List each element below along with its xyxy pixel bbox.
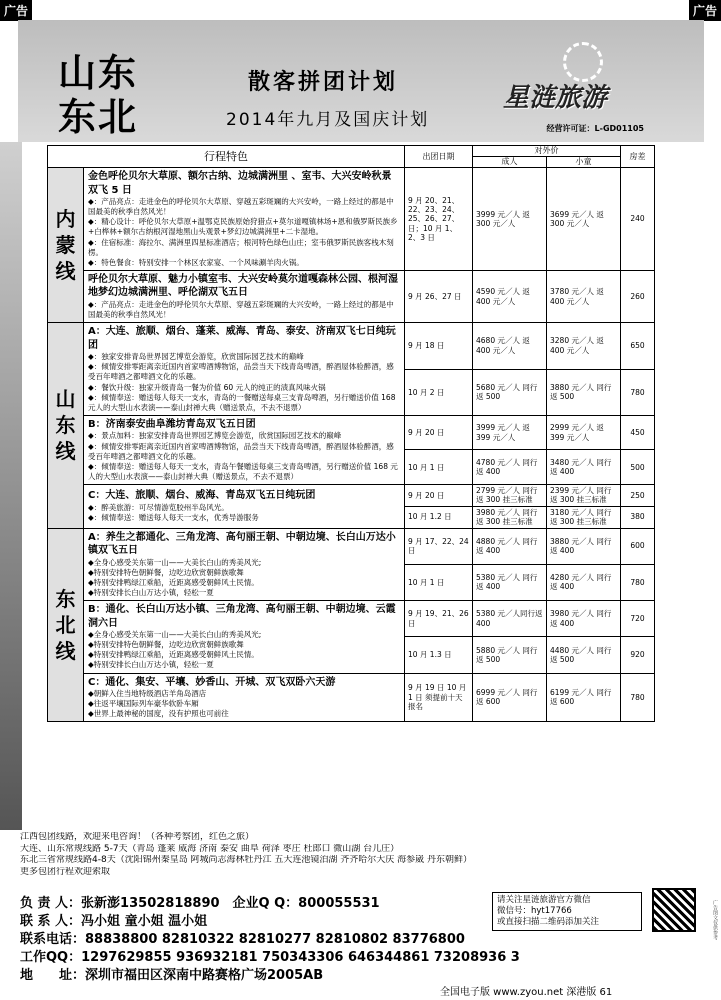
adult-price: 5880 元／人 同行返 500	[473, 637, 547, 673]
room-surcharge: 780	[621, 564, 655, 600]
itinerary-title: 金色呼伦贝尔大草原、额尔古纳、边城满洲里 、室韦、大兴安岭秋景双飞 5 日	[88, 171, 392, 196]
room-surcharge: 260	[621, 270, 655, 322]
ad-label-left: 广告	[0, 0, 32, 21]
itinerary-note: ◆全身心感受关东第一山——大美长白山的秀美风光;	[88, 630, 262, 639]
itinerary-note: ◆：独家安排青岛世界园艺博览会游览，欣赏国际园艺技术的巅峰	[88, 352, 304, 362]
region-char: 蒙	[55, 233, 76, 258]
footer-line: 江西包团线路，欢迎来电咨询！（各种考察团，红色之旅）	[20, 832, 255, 842]
adult-price: 3999 元／人 返 399 元／人	[473, 415, 547, 450]
region-char: 东	[55, 586, 76, 611]
table-row	[48, 323, 655, 369]
adult-price: 6999 元／人 同行返 600	[473, 673, 547, 722]
contact-qq: 工作QQ：1297629855 936932181 750343306 646344861 73208936 3	[20, 950, 520, 965]
itinerary-note: ◆朝鲜入住当地特级酒店羊角岛酒店	[88, 689, 207, 698]
table-row	[48, 168, 655, 271]
header-feature: 行程特色	[48, 146, 405, 168]
region-char: 东	[55, 413, 76, 438]
departure-date: 10 月 1.2 日	[405, 506, 473, 528]
wechat-line: 或直接扫描二维码添加关注	[497, 917, 600, 928]
child-price: 3880 元／人 同行返 500	[547, 369, 621, 415]
itinerary-note: ◆世界上最神秘的国度，没有护照也可前往	[88, 709, 229, 719]
itinerary-feature	[84, 528, 405, 601]
itinerary-note: ◆特别安排特色朝鲜餐，边吃边欣赏朝鲜族歌舞	[88, 640, 244, 650]
table-body	[48, 168, 655, 722]
itinerary-note: ◆：住宿标准：海拉尔、满洲里四星标准酒店；根河特色绿色山庄；室韦俄罗斯民族客栈木刻楞。	[88, 237, 394, 257]
header-adult: 成人	[473, 157, 547, 168]
itinerary-title: B：通化、长白山万达小镇、三角龙湾、高句丽王朝、中朝边境、云霞洞六日	[88, 604, 396, 629]
footer-line: 大连、山东常规线路 5-7天（青岛 蓬莱 威海 济南 泰安 曲阜 荷泽 枣庄 杜郎口 微山湖 台儿庄）	[20, 843, 400, 854]
itinerary-note: ◆：倾情奉送：赠送每人每天一支水，青岛的一餐赠送每桌三支青岛啤酒，另行赠送价值 168 元人的大型山水表演——泰山封禅大典（赠送景点，不去不退票）	[88, 392, 396, 412]
sun-icon	[563, 42, 603, 82]
child-price: 2399 元／人 同行返 300 挂三标准	[547, 485, 621, 507]
region-char: 线	[55, 638, 76, 663]
table-row	[48, 601, 655, 637]
header-date: 出团日期	[405, 146, 473, 168]
itinerary-title: B：济南泰安曲阜潍坊青岛双飞五日团	[88, 418, 256, 430]
logo-text: 星涟旅游	[503, 83, 608, 113]
adult-price: 5680 元／人 同行返 500	[473, 369, 547, 415]
itinerary-note: ◆：倾情奉送：赠送每人每天一支水，青岛午餐赠送每桌三支青岛啤酒，另行赠送价值 168 元人的大型山水表演——泰山封禅大典（赠送景点，不去不退票）	[88, 461, 398, 481]
child-price: 4480 元／人 同行返 500	[547, 637, 621, 673]
itinerary-feature	[84, 270, 405, 322]
itinerary-feature	[84, 601, 405, 674]
page-footer: 全国电子版 www.zyou.net 深港版 61	[440, 987, 613, 998]
adult-price: 5380 元／人同行返 400	[473, 601, 547, 637]
adult-price: 4590 元／人 返 400 元／人	[473, 270, 547, 322]
room-surcharge: 720	[621, 601, 655, 637]
ad-label-right: 广告	[689, 0, 721, 21]
header-price: 对外价	[473, 146, 621, 157]
itinerary-title: A：大连、旅顺、烟台、蓬莱、威海、青岛、泰安、济南双飞七日纯玩团	[88, 326, 396, 351]
itinerary-note: ◆特别安排特色朝鲜餐，边吃边欣赏朝鲜族歌舞	[88, 567, 244, 577]
room-surcharge: 600	[621, 528, 655, 564]
departure-date: 10 月 1 日	[405, 450, 473, 485]
room-surcharge: 500	[621, 450, 655, 485]
itinerary-note: ◆全身心感受关东第一山——大美长白山的秀美风光;	[88, 557, 262, 567]
departure-date: 9 月 18 日	[405, 323, 473, 369]
region-title-2: 东北	[58, 94, 139, 139]
itinerary-title: 呼伦贝尔大草原、魅力小镇室韦、大兴安岭莫尔道嘎森林公园、根河湿地梦幻边城满洲里、呼伦湖双飞五日	[88, 273, 398, 299]
contact-address: 地 址：深圳市福田区深南中路赛格广场2005AB	[20, 968, 324, 983]
departure-date: 9 月 20 日	[405, 485, 473, 507]
departure-date: 10 月 1.3 日	[405, 637, 473, 673]
itinerary-note: ◆：产品亮点：走进金色的呼伦贝尔大草原、穿越五彩斑斓的大兴安岭，一路上经过的都是中国最美的秋季自然风光！	[88, 299, 394, 319]
itinerary-note: ◆：精心设计：呼伦贝尔大草原+温鄂克民族原始狩猎点+莫尔道嘎镇林场+恩和俄罗斯民族乡+白桦林+额尔古纳根河湿地黑山头观景+梦幻边城满洲里+二卡湿地。	[88, 217, 398, 237]
room-surcharge: 240	[621, 168, 655, 271]
child-price: 3780 元／人 返 400 元／人	[547, 270, 621, 322]
table-row	[48, 485, 655, 507]
room-surcharge: 920	[621, 637, 655, 673]
page-subtitle: 2014年九月及国庆计划	[226, 110, 430, 130]
itinerary-note: ◆：景点加料：独家安排青岛世界园艺博览会游览，欣赏国际园艺技术的巅峰	[88, 431, 342, 441]
itinerary-note: ◆特别安排鸭绿江乘船，近距离感受朝鲜风土民情。	[88, 650, 259, 660]
region-char: 山	[55, 387, 76, 412]
footer-line: 更多包团行程欢迎索取	[20, 867, 111, 878]
adult-price: 3999 元／人 返 300 元／人	[473, 168, 547, 271]
table-row	[48, 415, 655, 450]
itinerary-table	[47, 145, 655, 722]
adult-price: 5380 元／人 同行返 400	[473, 564, 547, 600]
adult-price: 4880 元／人 同行返 400	[473, 528, 547, 564]
room-surcharge: 780	[621, 673, 655, 722]
child-price: 3880 元／人 同行返 400	[547, 528, 621, 564]
itinerary-feature	[84, 168, 405, 271]
child-price: 3980 元／人 同行返 400	[547, 601, 621, 637]
child-price: 3280 元／人 返 400 元／人	[547, 323, 621, 369]
region-label	[48, 168, 84, 323]
itinerary-feature	[84, 323, 405, 416]
itinerary-note: ◆特别安排长白山万达小镇，轻松一夏	[88, 660, 214, 670]
child-price: 3699 元／人 返 300 元／人	[547, 168, 621, 271]
qr-code-icon[interactable]	[652, 888, 696, 932]
footer-routes	[20, 832, 686, 879]
child-price: 4280 元／人 同行返 400	[547, 564, 621, 600]
region-char: 北	[55, 612, 76, 637]
region-char: 线	[55, 259, 76, 284]
child-price: 3480 元／人 同行返 400	[547, 450, 621, 485]
itinerary-feature	[84, 415, 405, 484]
footer-line: 东北三省常规线路4-8天（沈阳锦州秦皇岛 阿城尚志海林牡丹江 五大连池镜泊湖 齐齐哈尔大庆 海参崴 丹东朝鲜）	[20, 855, 473, 866]
table-row	[48, 528, 655, 564]
departure-date: 9 月 19、21、26 日	[405, 601, 473, 637]
license-number: 经营许可证：L-GD01105	[546, 124, 644, 133]
region-label	[48, 323, 84, 528]
header-banner	[18, 20, 704, 142]
itinerary-note: ◆：产品亮点：走进金色的呼伦贝尔大草原、穿越五彩斑斓的大兴安岭，一路上经过的都是中国最美的秋季自然风光！	[88, 197, 394, 217]
itinerary-title: C：大连、旅顺、烟台、威海、青岛双飞五日纯玩团	[88, 490, 316, 502]
logo	[483, 42, 683, 122]
itinerary-title: C：通化、集安、平壤、妙香山、开城、双飞双卧六天游	[88, 676, 336, 688]
itinerary-note: ◆往返平壤国际列车豪华软卧车厢	[88, 699, 199, 709]
wechat-line: 微信号：hyt17766	[497, 906, 572, 917]
contact-person: 联 系 人：冯小姐 童小姐 温小姐	[20, 914, 208, 929]
itinerary-note: ◆：倾情安排零距离亲近国内首家啤酒博物馆，品尝当天下线青岛啤酒，醉酒屋体验醉酒，感受百年啤酒之都啤酒文化的乐趣。	[88, 362, 394, 382]
child-price: 2999 元／人 返 399 元／人	[547, 415, 621, 450]
room-surcharge: 250	[621, 485, 655, 507]
room-surcharge: 650	[621, 323, 655, 369]
departure-date: 9 月 19 日 10 月 1 日 须提前十天报名	[405, 673, 473, 722]
header-room: 房差	[621, 146, 655, 168]
itinerary-note: ◆：餐饮升级：独家升级青岛一餐为价值 60 元人的纯正的渍真风味火锅	[88, 382, 326, 392]
region-label	[48, 528, 84, 722]
departure-date: 10 月 1 日	[405, 564, 473, 600]
itinerary-title: A：养生之都通化、三角龙湾、高句丽王朝、中朝边境、长白山万达小镇双飞五日	[88, 531, 396, 556]
room-surcharge: 450	[621, 415, 655, 450]
contact-manager: 负 责 人：张新澎13502818890 企业Q Q：800055531	[20, 896, 380, 911]
child-price: 3180 元／人 同行返 300 挂三标准	[547, 506, 621, 528]
adult-price: 3980 元／人 同行返 300 挂三标准	[473, 506, 547, 528]
itinerary-feature	[84, 485, 405, 529]
region-title-1: 山东	[58, 50, 139, 95]
itinerary-note: ◆特别安排鸭绿江乘船，近距离感受朝鲜风土民情。	[88, 577, 259, 587]
departure-date: 9 月 20、21、22、23、24、25、26、27、日；10 月 1、2、3 日	[405, 168, 473, 271]
itinerary-note: ◆：醉美旅游：可尽情游览胶州半岛风光。	[88, 502, 229, 512]
itinerary-feature	[84, 673, 405, 722]
itinerary-note: ◆：特色餐食：特别安排一个林区农家宴、一个风味涮羊肉火锅。	[88, 257, 304, 267]
departure-date: 9 月 20 日	[405, 415, 473, 450]
table-row	[48, 673, 655, 722]
child-price: 6199 元／人 同行返 600	[547, 673, 621, 722]
header-child: 小童	[547, 157, 621, 168]
side-note: 广告图文仅供参考	[712, 900, 718, 940]
table-row	[48, 270, 655, 322]
adult-price: 2799 元／人 同行返 300 挂三标准	[473, 485, 547, 507]
room-surcharge: 380	[621, 506, 655, 528]
page-title: 散客拼团计划	[248, 70, 399, 95]
region-char: 内	[55, 207, 76, 232]
adult-price: 4680 元／人 返 400 元／人	[473, 323, 547, 369]
adult-price: 4780 元／人 同行返 400	[473, 450, 547, 485]
itinerary-note: ◆：倾情奉送：赠送每人每天一支水，优秀导游服务	[88, 513, 259, 522]
room-surcharge: 780	[621, 369, 655, 415]
wechat-box	[492, 892, 642, 931]
region-char: 线	[55, 439, 76, 464]
departure-date: 9 月 26、27 日	[405, 270, 473, 322]
itinerary-note: ◆特别安排长白山万达小镇，轻松一夏	[88, 587, 214, 597]
departure-date: 10 月 2 日	[405, 369, 473, 415]
decorative-sidebar	[0, 142, 22, 830]
wechat-line: 请关注星涟旅游官方微信	[497, 895, 591, 905]
departure-date: 9 月 17、22、24 日	[405, 528, 473, 564]
contact-phone: 联系电话：88838800 82810322 82810277 82810802 83776800	[20, 932, 465, 947]
itinerary-note: ◆：倾情安排零距离亲近国内首家啤酒博物馆，品尝当天下线青岛啤酒，醉酒屋体验醉酒，感受百年啤酒之都啤酒文化的乐趣。	[88, 441, 394, 461]
